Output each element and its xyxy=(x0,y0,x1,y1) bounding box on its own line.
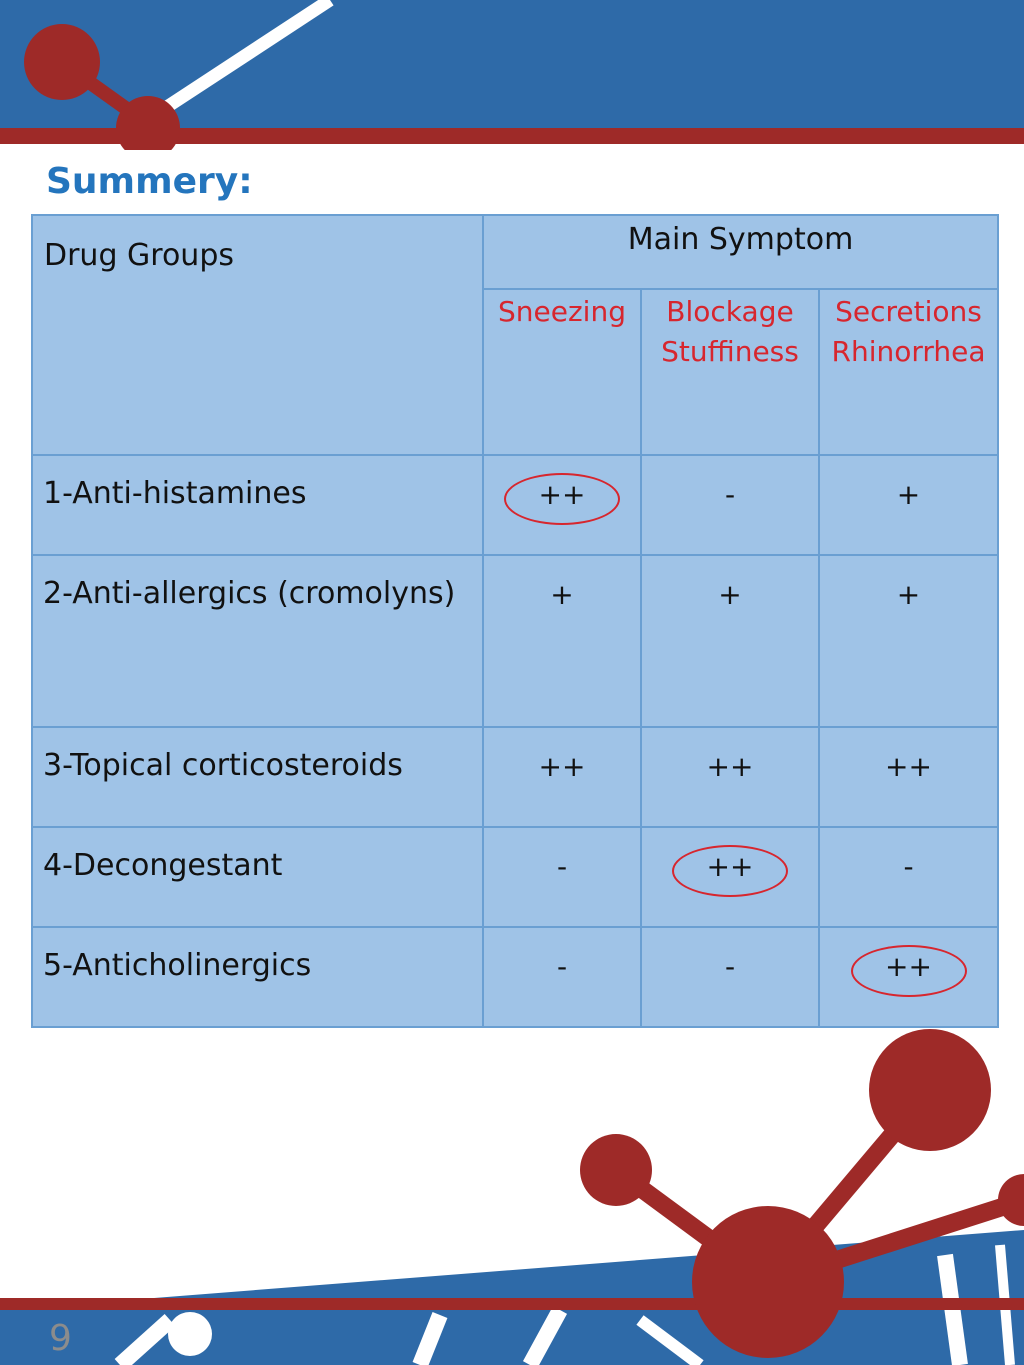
slide-title: Summery: xyxy=(46,161,253,202)
table-row xyxy=(32,727,998,827)
symptom-label: Secretions xyxy=(835,295,982,329)
main-symptom-header: Main Symptom xyxy=(483,215,998,289)
table-row xyxy=(32,555,998,726)
symptom-value: ++ xyxy=(483,455,641,555)
molecule-decoration-bottom xyxy=(0,1020,1024,1365)
symptom-sublabel: Rhinorrhea xyxy=(831,335,986,369)
symptom-header-blockage xyxy=(641,289,819,455)
table-row xyxy=(32,455,998,555)
drug-name: 1-Anti-histamines xyxy=(32,455,483,555)
symptom-label: Sneezing xyxy=(498,295,626,329)
symptom-header-sneezing xyxy=(483,289,641,455)
symptom-value: + xyxy=(819,455,998,555)
table-row xyxy=(32,927,998,1027)
summary-table xyxy=(31,214,999,1028)
symptom-value: ++ xyxy=(641,827,819,927)
symptom-value: ++ xyxy=(819,727,998,827)
symptom-header-secretions xyxy=(819,289,998,455)
symptom-value: - xyxy=(819,827,998,927)
table-row xyxy=(32,827,998,927)
symptom-value: - xyxy=(483,827,641,927)
molecule-decoration-top xyxy=(0,0,420,150)
symptom-value: + xyxy=(819,555,998,726)
symptom-value: ++ xyxy=(641,727,819,827)
symptom-value: - xyxy=(641,927,819,1027)
page-number: 9 xyxy=(49,1318,72,1359)
drug-name: 3-Topical corticosteroids xyxy=(32,727,483,827)
symptom-value: + xyxy=(641,555,819,726)
symptom-sublabel: Stuffiness xyxy=(661,335,799,369)
drug-name: 2-Anti-allergics (cromolyns) xyxy=(32,555,483,726)
symptom-value: ++ xyxy=(483,727,641,827)
symptom-value: - xyxy=(641,455,819,555)
symptom-value: + xyxy=(483,555,641,726)
symptom-value: - xyxy=(483,927,641,1027)
drug-groups-header: Drug Groups xyxy=(32,215,483,455)
drug-name: 5-Anticholinergics xyxy=(32,927,483,1027)
symptom-label: Blockage xyxy=(666,295,794,329)
drug-name: 4-Decongestant xyxy=(32,827,483,927)
symptom-value: ++ xyxy=(819,927,998,1027)
